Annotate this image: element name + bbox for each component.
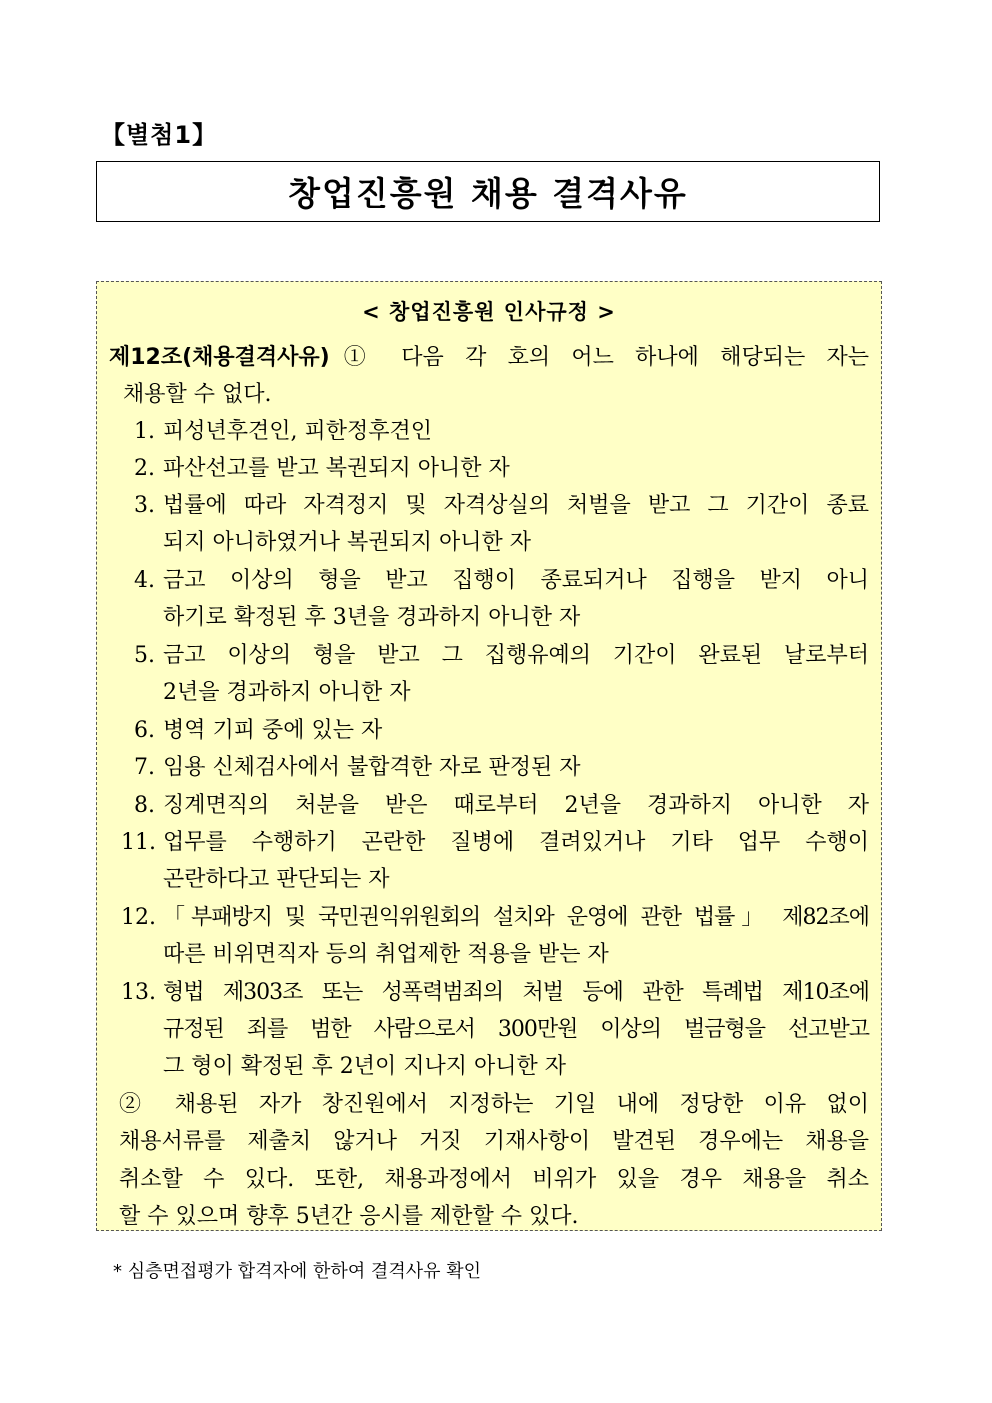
article-first-line xyxy=(109,343,869,373)
list-item: 5. 금고 이상의 형을 받고 그 집행유예의 기간이 완료된 날로부터 xyxy=(134,643,869,668)
list-item: 2. 파산선고를 받고 복권되지 아니한 자 xyxy=(134,456,510,481)
list-item-cont: 하기로 확정된 후 3년을 경과하지 아니한 자 xyxy=(163,605,581,630)
list-item: 7. 임용 신체검사에서 불합격한 자로 판정된 자 xyxy=(134,755,581,780)
clause2-line: 할 수 있으며 향후 5년간 응시를 제한할 수 있다. xyxy=(119,1204,579,1229)
article-title: 제12조(채용결격사유) xyxy=(109,345,330,370)
list-item: 12. 「부패방지 및 국민권익위원회의 설치와 운영에 관한 법률」 제82조에 xyxy=(121,905,869,930)
title-box xyxy=(96,161,880,222)
list-item: 6. 병역 기피 중에 있는 자 xyxy=(134,718,383,743)
list-item-cont: 곤란하다고 판단되는 자 xyxy=(163,867,390,892)
list-item-cont: 규정된 죄를 범한 사람으로서 300만원 이상의 벌금형을 선고받고 xyxy=(163,1017,869,1042)
clause2-line: 취소할 수 있다. 또한, 채용과정에서 비위가 있을 경우 채용을 취소 xyxy=(119,1167,869,1192)
list-item-cont: 따른 비위면직자 등의 취업제한 적용을 받는 자 xyxy=(163,942,609,967)
clause1-intro: ① 다음 각 호의 어느 하나에 해당되는 자는 xyxy=(343,345,869,370)
list-item: 4. 금고 이상의 형을 받고 집행이 종료되거나 집행을 받지 아니 xyxy=(134,568,869,593)
clause1-intro-cont: 채용할 수 없다. xyxy=(123,382,272,407)
footnote: * 심층면접평가 합격자에 한하여 결격사유 확인 xyxy=(113,1261,481,1282)
page-title: 창업진흥원 채용 결격사유 xyxy=(288,174,688,213)
list-item: 11. 업무를 수행하기 곤란한 질병에 결려있거나 기타 업무 수행이 xyxy=(121,830,869,855)
regulation-heading: < 창업진흥원 인사규정 > xyxy=(362,300,616,324)
clause2-line: 채용서류를 제출치 않거나 거짓 기재사항이 발견된 경우에는 채용을 xyxy=(119,1129,869,1154)
list-item: 1. 피성년후견인, 피한정후견인 xyxy=(134,419,433,444)
attachment-label: 【별첨1】 xyxy=(101,121,218,149)
regulation-box xyxy=(96,281,882,1231)
list-item-cont: 그 형이 확정된 후 2년이 지나지 아니한 자 xyxy=(163,1054,566,1079)
list-item: 13. 형법 제303조 또는 성폭력범죄의 처벌 등에 관한 특례법 제10조에 xyxy=(121,980,869,1005)
list-item: 8. 징계면직의 처분을 받은 때로부터 2년을 경과하지 아니한 자 xyxy=(134,793,869,818)
list-item-cont: 되지 아니하였거나 복권되지 아니한 자 xyxy=(163,530,532,555)
clause2-line: ② 채용된 자가 창진원에서 지정하는 기일 내에 정당한 이유 없이 xyxy=(119,1092,869,1117)
list-item-cont: 2년을 경과하지 아니한 자 xyxy=(163,680,411,705)
list-item: 3. 법률에 따라 자격정지 및 자격상실의 처벌을 받고 그 기간이 종료 xyxy=(134,493,869,518)
